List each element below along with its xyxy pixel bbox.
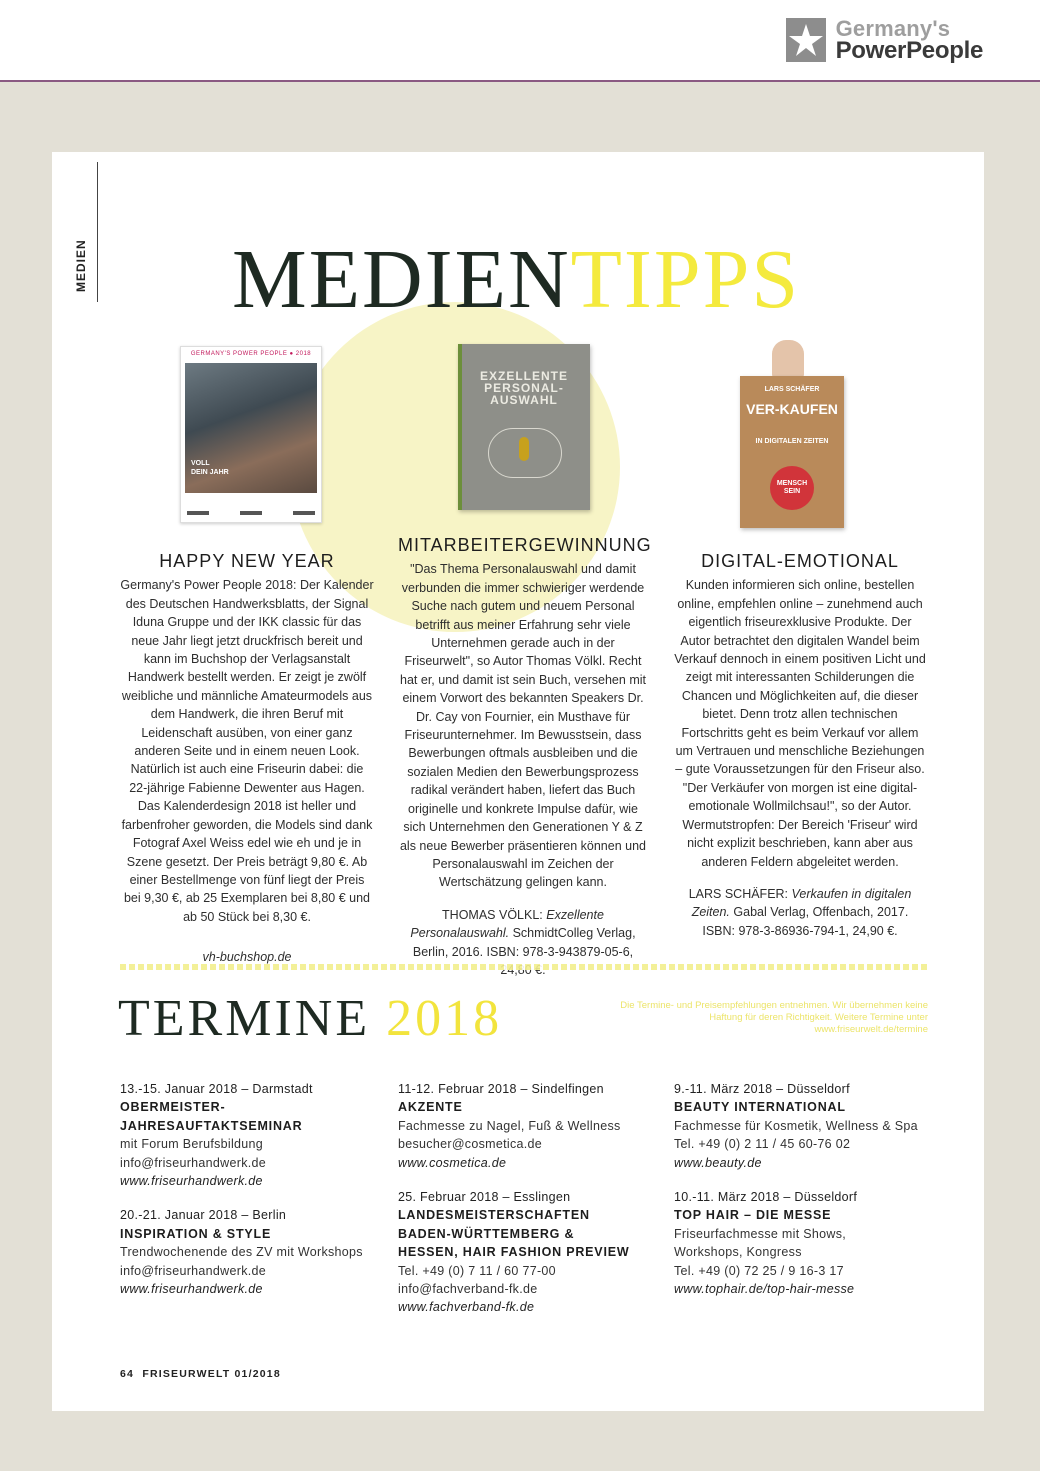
cover1-tagline: VOLL DEIN JAHR	[191, 460, 229, 476]
events-column	[398, 1080, 654, 1333]
magazine-issue: FRISEURWELT 01/2018	[142, 1368, 281, 1380]
article-happy-new-year	[120, 552, 374, 967]
website-link[interactable]: www.friseurhandwerk.de	[120, 1282, 263, 1297]
magazine-page	[52, 152, 984, 1411]
event-item: 10.-11. März 2018 – Düsseldorf TOP HAIR – DIE MESSE Friseurfachmesse mit Shows, Workshops, Kongress Tel. +49 (0) 72 25 / 9 16-3 17 www.tophair.de/top-hair-messe	[674, 1188, 930, 1298]
page-number: 64	[120, 1368, 135, 1380]
cover1-photo	[185, 363, 317, 493]
brand-line2: PowerPeople	[835, 37, 983, 64]
cover3-badge: MENSCH SEIN	[770, 466, 814, 510]
events-column	[120, 1080, 376, 1314]
event-item: 9.-11. März 2018 – Düsseldorf BEAUTY INTERNATIONAL Fachmesse für Kosmetik, Wellness & Spa Tel. +49 (0) 2 11 / 45 60-76 02 www.beauty.de	[674, 1080, 930, 1172]
article-body: Kunden informieren sich online, bestellen online, empfehlen online – zunehmend auch eigentlich friseurexklusive Produkte. Der Autor betrachtet den digitalen Wandel beim Verkauf dennoch in einem positiven Licht und zeigt mit interessanten Schilderungen die Chancen und Möglichkeiten auf, die dieser bietet. Denn trotz allen technischen Fortschritts geht es beim Verkauf vor allem um Vertrauen und menschliche Beziehungen – gute Voraussetzungen für den Friseur also. "Der Verkäufer von morgen ist eine digital-emotionale Wollmilchsau!", so der Autor. Wermutstropfen: Der Bereich 'Friseur' wird nicht explizit beschrieben, kann aber aus anderen Feldern abgeleitet werden.	[674, 578, 926, 869]
article-digital-emotional	[674, 552, 926, 940]
paper-bag-image	[740, 376, 844, 528]
book-source: THOMAS VÖLKL: Exzellente Personalauswahl. SchmidtColleg Verlag, Berlin, 2016. ISBN: 978-3-943879-05-6,	[410, 907, 636, 959]
hand-image	[772, 340, 804, 380]
event-item: 20.-21. Januar 2018 – Berlin INSPIRATION & STYLE Trendwochenende des ZV mit Workshops info@friseurhandwerk.de www.friseurhandwerk.de	[120, 1206, 376, 1298]
cover1-sponsor-logos	[187, 508, 315, 518]
event-item: 25. Februar 2018 – Esslingen LANDESMEISTERSCHAFTEN BADEN-WÜRTTEMBERG & HESSEN, HAIR FASHION PREVIEW Tel. +49 (0) 7 11 / 60 77-00 info@fachverband-fk.de www.fachverband-fk.de	[398, 1188, 654, 1317]
article-body: Germany's Power People 2018: Der Kalender des Deutschen Handwerksblatts, der Signal Iduna Gruppe und der IKK classic für das neue Jahr liegt jetzt druckfrisch bereit und kann im Buchshop der Verlagsanstalt Handwerk bestellt werden. Er zeigt je zwölf weibliche und männliche Amateurmodels aus dem Handwerk, die ihren Beruf mit Leidenschaft ausüben, von einer ganz anderen Seite und in einem neuen Look. Natürlich ist auch eine Friseurin dabei: die 22-jährige Fabienne Dewenter aus Hagen. Das Kalenderdesign 2018 ist heller und farbenfroher geworden, die Models sind dank Fotograf Axel Weiss edel wie eh und je in Szene gesetzt. Der Preis beträgt 9,80 €. Ab einer Bestellmenge von fünf liegt der Preis bei 9,30 €, ab 25 Exemplaren bei 8,80 € und ab 50 Stück bei 8,30 €.	[120, 578, 374, 924]
article-mitarbeitergewinnung	[398, 535, 652, 979]
top-bar	[0, 0, 1040, 82]
email-link[interactable]: info@friseurhandwerk.de	[120, 1155, 267, 1170]
brand-logo[interactable]	[786, 15, 983, 65]
termine-note: Die Termine- und Preisempfehlungen entnehmen. Wir übernehmen keine Haftung für deren Richtigkeit. Weitere Termine unter www.friseurwelt.de/termine	[620, 1000, 928, 1035]
article-link[interactable]: vh-buchshop.de	[202, 950, 292, 965]
cover3-sub: IN DIGITALEN ZEITEN	[755, 438, 829, 445]
website-link[interactable]: www.beauty.de	[674, 1155, 762, 1170]
website-link[interactable]: www.fachverband-fk.de	[398, 1300, 535, 1315]
email-link[interactable]: besucher@cosmetica.de	[398, 1137, 543, 1152]
email-link[interactable]: info@friseurhandwerk.de	[120, 1263, 267, 1278]
website-link[interactable]: www.cosmetica.de	[398, 1155, 507, 1170]
cover1-head: GERMANY'S POWER PEOPLE ● 2018	[190, 351, 312, 357]
cover3-title: VER-KAUFEN	[746, 401, 838, 417]
article-heading: HAPPY NEW YEAR	[159, 551, 335, 571]
events-column	[674, 1080, 930, 1314]
event-item: 13.-15. Januar 2018 – Darmstadt OBERMEISTER- JAHRESAUFTAKTSEMINAR mit Forum Berufsbildung info@friseurhandwerk.de www.friseurhandwerk.de	[120, 1080, 376, 1190]
title-dark: MEDIEN	[232, 233, 571, 326]
website-link[interactable]: www.friseurhandwerk.de	[120, 1174, 263, 1189]
email-link[interactable]: info@fachverband-fk.de	[398, 1282, 538, 1297]
page-title	[232, 230, 800, 330]
brand-line1: Germany's	[835, 16, 951, 41]
section-label: MEDIEN	[74, 239, 88, 292]
article-body: "Das Thema Personalauswahl und damit verbunden die immer schwieriger werdende Suche nach gutem und neuem Personal betrifft aus meiner Erfahrung sehr viele Unternehmen gerade auch in der Friseurwelt", so Autor Thomas Völkl. Recht hat er, und damit ist sein Buch, versehen mit einem Vorwort des bekannten Speakers Dr. Dr. Cay von Fournier, ein Musthave für Friseurunternehmer. Im Bewusstsein, dass Bewerbungen oftmals ausbleiben und die sozialen Medien den Bewerbungsprozess radikal verändert haben, liefert das Buch originelle und konkrete Impulse dafür, wie sich Unternehmen den Generationen Y & Z als neue Bewerber präsentieren können und Personalauswahl im Zeichen der Wertschätzung gelingen kann.	[399, 562, 646, 890]
page-footer	[120, 1368, 281, 1380]
book-cover-verkaufen	[736, 340, 854, 536]
star-icon	[786, 18, 826, 62]
book-cover-personalauswahl	[458, 344, 590, 510]
termine-title: TERMINE 2018	[118, 990, 503, 1047]
event-item: 11-12. Februar 2018 – Sindelfingen AKZENTE Fachmesse zu Nagel, Fuß & Wellness besucher@cosmetica.de www.cosmetica.de	[398, 1080, 654, 1172]
cover2-title: EXZELLENTE PERSONAL-AUSWAHL	[479, 369, 568, 407]
book-source: LARS SCHÄFER: Verkaufen in digitalen Zeiten. Gabal Verlag, Offenbach, 2017. ISBN: 978-3-86936-794-1, 24,90 €.	[688, 886, 912, 938]
website-link[interactable]: www.tophair.de/top-hair-messe	[674, 1282, 855, 1297]
article-heading: DIGITAL-EMOTIONAL	[701, 551, 899, 571]
speech-bubble-icon	[488, 428, 562, 478]
calendar-cover-image	[180, 346, 322, 523]
title-yellow: TIPPS	[570, 233, 801, 326]
article-heading: MITARBEITERGEWINNUNG	[398, 535, 652, 555]
section-divider	[120, 964, 928, 970]
cover3-author: LARS SCHÄFER	[764, 386, 820, 393]
